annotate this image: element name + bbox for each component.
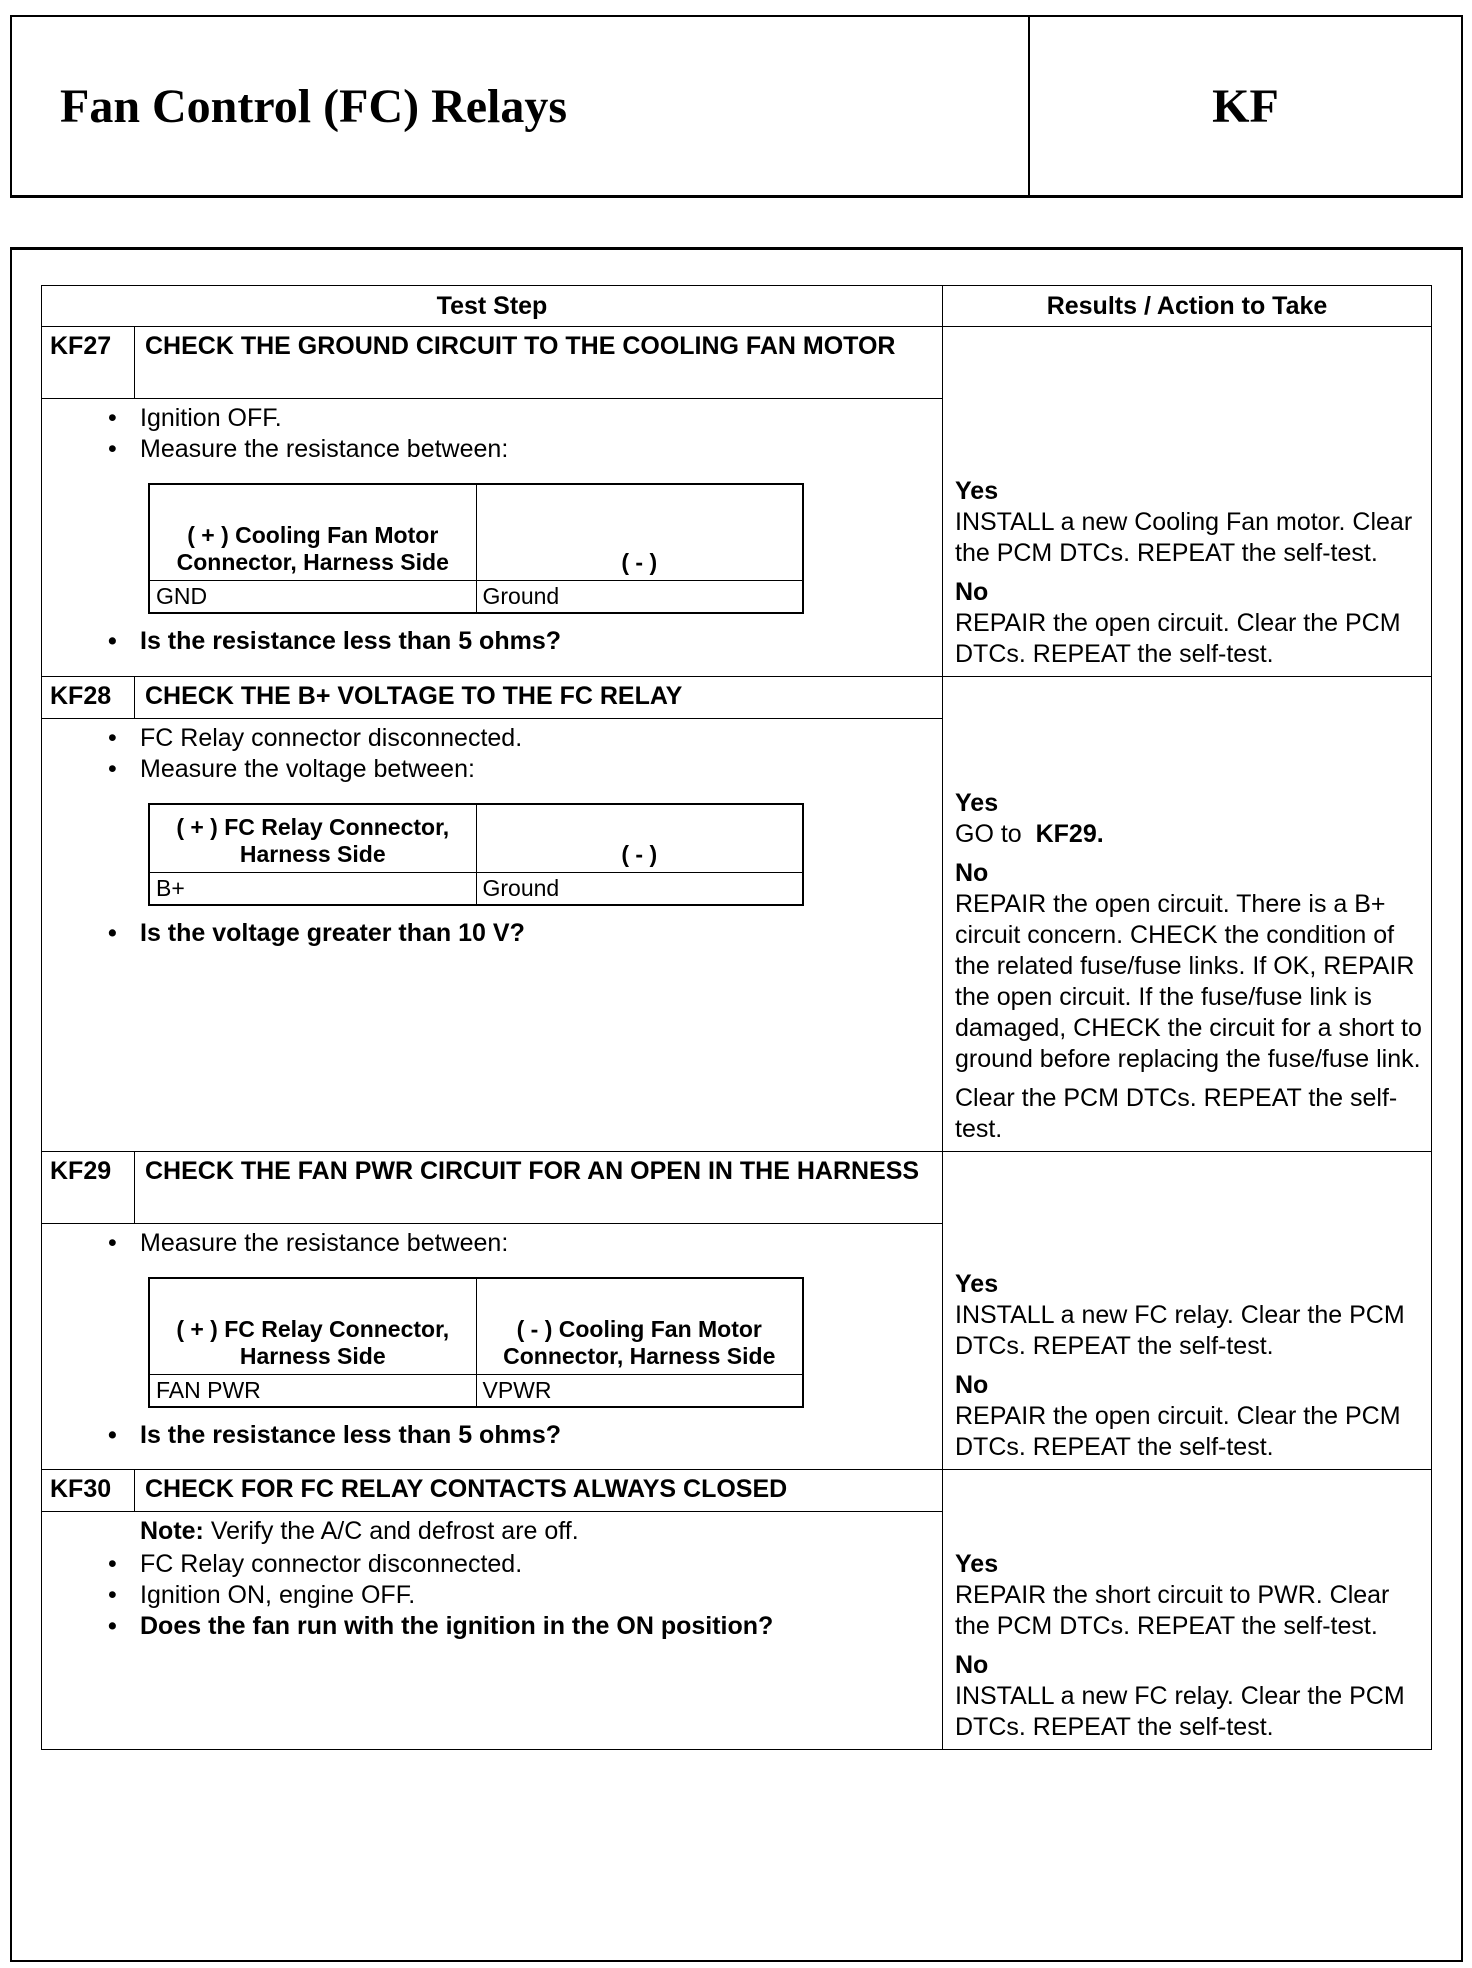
test-step-table bbox=[41, 285, 1432, 1750]
step-results bbox=[943, 677, 1432, 1152]
col-test-step: Test Step bbox=[42, 286, 943, 327]
yes-action: INSTALL a new FC relay. Clear the PCM DTCs. REPEAT the self-test. bbox=[955, 1301, 1405, 1360]
step-title: CHECK THE FAN PWR CIRCUIT FOR AN OPEN IN THE HARNESS bbox=[135, 1152, 943, 1224]
bullet: • Ignition ON, engine OFF. bbox=[140, 1580, 942, 1611]
no-label: No bbox=[955, 578, 989, 606]
bullet: • Ignition OFF. bbox=[140, 403, 942, 434]
step-title: CHECK THE GROUND CIRCUIT TO THE COOLING FAN MOTOR bbox=[135, 327, 943, 399]
step-title-row bbox=[42, 327, 1432, 399]
meas-value-minus: Ground bbox=[476, 872, 803, 905]
meas-value-minus: VPWR bbox=[476, 1374, 803, 1407]
step-results bbox=[943, 327, 1432, 677]
step-number: KF28 bbox=[42, 677, 135, 719]
section-code: KF bbox=[1212, 79, 1279, 133]
step-title: CHECK THE B+ VOLTAGE TO THE FC RELAY bbox=[135, 677, 943, 719]
goto-link[interactable]: KF29. bbox=[1035, 820, 1104, 848]
meas-header-plus: ( + ) FC Relay Connector, Harness Side bbox=[149, 1278, 476, 1374]
no-label: No bbox=[955, 1371, 989, 1399]
meas-header-plus: ( + ) Cooling Fan Motor Connector, Harness Side bbox=[149, 484, 476, 580]
no-action: REPAIR the open circuit. Clear the PCM DTCs. REPEAT the self-test. bbox=[955, 609, 1401, 668]
meas-value-plus: FAN PWR bbox=[149, 1374, 476, 1407]
col-results: Results / Action to Take bbox=[943, 286, 1432, 327]
meas-header-minus: ( - ) bbox=[476, 804, 803, 872]
question: • Is the voltage greater than 10 V? bbox=[140, 918, 942, 949]
meas-value-plus: B+ bbox=[149, 872, 476, 905]
step-results bbox=[943, 1152, 1432, 1470]
step-results bbox=[943, 1470, 1432, 1750]
bullet: • Measure the resistance between: bbox=[140, 1228, 942, 1259]
meas-value-plus: GND bbox=[149, 580, 476, 613]
step-content bbox=[42, 719, 943, 1152]
no-action: INSTALL a new FC relay. Clear the PCM DTCs. REPEAT the self-test. bbox=[955, 1682, 1405, 1741]
note bbox=[42, 1516, 942, 1547]
step-content bbox=[42, 1224, 943, 1470]
step-content bbox=[42, 399, 943, 677]
note-label: Note: bbox=[140, 1517, 204, 1545]
note-text: Verify the A/C and defrost are off. bbox=[210, 1517, 579, 1545]
step-title: CHECK FOR FC RELAY CONTACTS ALWAYS CLOSED bbox=[135, 1470, 943, 1512]
measurement-table bbox=[148, 803, 804, 906]
meas-header-minus: ( - ) Cooling Fan Motor Connector, Harness Side bbox=[476, 1278, 803, 1374]
table-header-row bbox=[42, 286, 1432, 327]
bullet: • Measure the resistance between: bbox=[140, 434, 942, 465]
step-content bbox=[42, 1512, 943, 1750]
page-header bbox=[10, 15, 1463, 198]
no-action: REPAIR the open circuit. Clear the PCM DTCs. REPEAT the self-test. bbox=[955, 1402, 1401, 1461]
yes-label: Yes bbox=[955, 1270, 999, 1298]
question: • Does the fan run with the ignition in the ON position? bbox=[140, 1611, 942, 1642]
measurement-table bbox=[148, 483, 804, 614]
yes-action: REPAIR the short circuit to PWR. Clear the PCM DTCs. REPEAT the self-test. bbox=[955, 1581, 1390, 1640]
step-number: KF27 bbox=[42, 327, 135, 399]
no-label: No bbox=[955, 1651, 989, 1679]
measurement-table bbox=[148, 1277, 804, 1408]
step-title-row bbox=[42, 1152, 1432, 1224]
meas-value-minus: Ground bbox=[476, 580, 803, 613]
yes-action: GO to bbox=[955, 820, 1022, 848]
no-action-extra: Clear the PCM DTCs. REPEAT the self-test. bbox=[955, 1084, 1398, 1143]
yes-label: Yes bbox=[955, 477, 999, 505]
step-number: KF29 bbox=[42, 1152, 135, 1224]
bullet: • Measure the voltage between: bbox=[140, 754, 942, 785]
content-frame bbox=[10, 247, 1463, 1962]
page-title: Fan Control (FC) Relays bbox=[60, 79, 568, 133]
step-title-row bbox=[42, 677, 1432, 719]
step-number: KF30 bbox=[42, 1470, 135, 1512]
question: • Is the resistance less than 5 ohms? bbox=[140, 626, 942, 657]
yes-action: INSTALL a new Cooling Fan motor. Clear the PCM DTCs. REPEAT the self-test. bbox=[955, 508, 1413, 567]
meas-header-plus: ( + ) FC Relay Connector, Harness Side bbox=[149, 804, 476, 872]
step-title-row bbox=[42, 1470, 1432, 1512]
question: • Is the resistance less than 5 ohms? bbox=[140, 1420, 942, 1451]
yes-label: Yes bbox=[955, 789, 999, 817]
bullet: • FC Relay connector disconnected. bbox=[140, 723, 942, 754]
meas-header-minus: ( - ) bbox=[476, 484, 803, 580]
yes-label: Yes bbox=[955, 1550, 999, 1578]
no-label: No bbox=[955, 859, 989, 887]
no-action: REPAIR the open circuit. There is a B+ circuit concern. CHECK the condition of the related fuse/fuse links. If OK, REPAIR the open circuit. If the fuse/fuse link is damaged, CHECK the circuit for a short to ground before replacing the fuse/fuse link. bbox=[955, 890, 1422, 1073]
bullet: • FC Relay connector disconnected. bbox=[140, 1549, 942, 1580]
